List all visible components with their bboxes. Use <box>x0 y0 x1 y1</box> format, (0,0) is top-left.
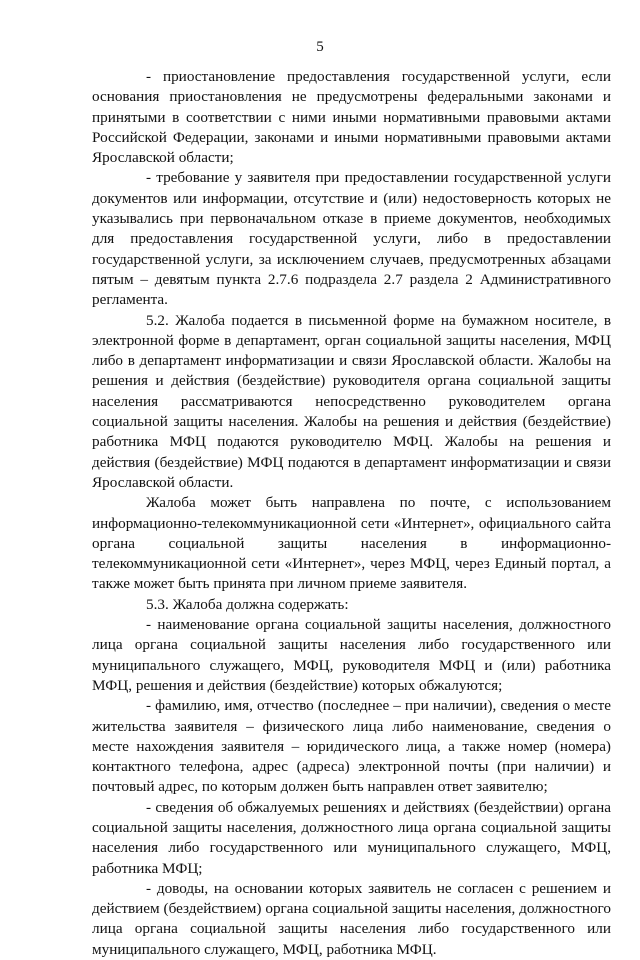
paragraph: - сведения об обжалуемых решениях и действиях (бездействии) органа социальной защиты населения, должностного лица органа социальной защиты населения либо государственного или муниципального служащего, МФЦ, работника МФЦ; <box>92 798 611 877</box>
paragraph: - фамилию, имя, отчество (последнее – при наличии), сведения о месте жительства заявителя – физического лица либо наименование, сведения о месте нахождения заявителя – юридического лица, а также номер (номера) контактного телефона, адрес (адреса) электронной почты (при наличии) и почтовый адрес, по которым должен быть направлен ответ заявителю; <box>92 697 611 796</box>
paragraph: - приостановление предоставления государственной услуги, если основания приостановления не предусмотрены федеральными законами и принятыми в соответствии с ними иными нормативными правовыми актами Российской Федерации, законами и иными нормативными правовыми актами Ярославской области; <box>92 68 611 167</box>
paragraph: 5.3. Жалоба должна содержать: <box>146 595 349 613</box>
page-number: 5 <box>316 39 324 55</box>
document-body <box>92 67 611 960</box>
paragraph: Жалоба может быть направлена по почте, с использованием информационно-телекоммуникационной сети «Интернет», официального сайта органа социальной защиты населения в информационно-телекоммуникационной сети «Интернет», через МФЦ, через Единый портал, а также может быть принята при личном приеме заявителя. <box>92 494 611 593</box>
paragraph: - требование у заявителя при предоставлении государственной услуги документов или информации, отсутствие и (или) недостоверность которых не указывались при первоначальном отказе в приеме документов, необходимых для предоставления государственной услуги, либо в предоставлении государственной услуги, за исключением случаев, предусмотренных абзацами пятым – девятым пункта 2.7.6 подраздела 2.7 раздела 2 Административного регламента. <box>92 169 611 309</box>
paragraph: 5.2. Жалоба подается в письменной форме на бумажном носителе, в электронной форме в департамент, орган социальной защиты населения, МФЦ либо в департамент информатизации и связи Ярославской области. Жалобы на решения и действия (бездействие) руководителя органа социальной защиты населения рассматриваются непосредственно руководителем органа социальной защиты населения. Жалобы на решения и действия (бездействие) работника МФЦ подаются руководителю МФЦ. Жалобы на решения и действия (бездействие) МФЦ подаются в департамент информатизации и связи Ярославской области. <box>92 311 611 491</box>
paragraph: - наименование органа социальной защиты населения, должностного лица органа социальной защиты населения либо государственного или муниципального служащего, МФЦ, руководителя МФЦ и (или) работника МФЦ, решения и действия (бездействие) которых обжалуются; <box>92 616 611 694</box>
paragraph: - доводы, на основании которых заявитель не согласен с решением и действием (бездействием) органа социальной защиты населения, должностного лица органа социальной защиты населения либо государственного или муниципального служащего, МФЦ, работника МФЦ. <box>92 879 611 958</box>
